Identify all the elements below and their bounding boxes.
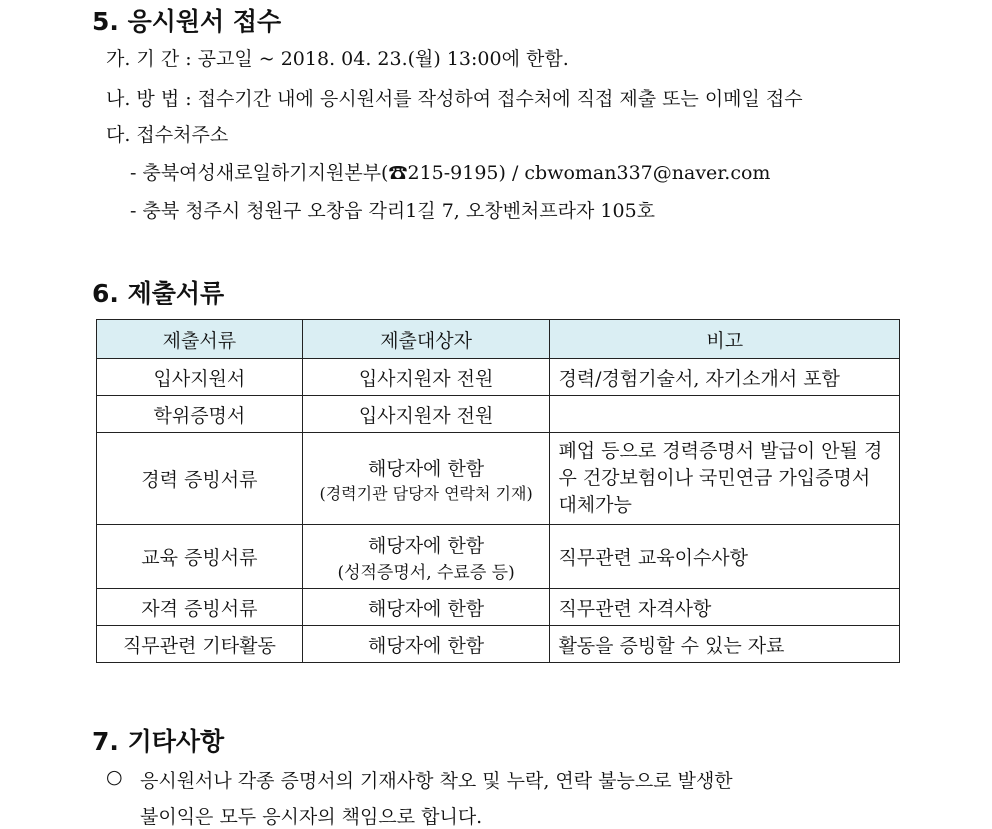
row-target: 해당자에 한함 <box>368 457 485 480</box>
method-line: 나. 방 법 : 접수기간 내에 응시원서를 작성하여 접수처에 직접 제출 또는 이메일 접수 <box>106 88 803 110</box>
table-row <box>97 433 900 525</box>
row-target-note: (성적증명서, 수료증 등) <box>337 562 515 583</box>
row-note: 경력/경험기술서, 자기소개서 포함 <box>550 359 900 396</box>
table-row <box>97 396 900 433</box>
row-note: 폐업 등으로 경력증명서 발급이 안될 경우 건강보험이나 국민연금 가입증명서 대체가능 <box>550 433 900 525</box>
row-target-cell <box>302 525 550 589</box>
address-label: 다. 접수처주소 <box>106 124 229 146</box>
table-row <box>97 525 900 589</box>
row-target-note: (경력기관 담당자 연락처 기재) <box>319 483 533 503</box>
row-doc: 경력 증빙서류 <box>97 433 303 525</box>
period-line: 가. 기 간 : 공고일 ~ 2018. 04. 23.(월) 13:00에 한함. <box>106 48 569 70</box>
row-doc: 자격 증빙서류 <box>97 589 303 626</box>
row-target-cell <box>302 433 550 525</box>
header-note: 비고 <box>550 320 900 359</box>
row-doc: 학위증명서 <box>97 396 303 433</box>
address-line: - 충북 청주시 청원구 오창읍 각리1길 7, 오창벤처프라자 105호 <box>130 200 656 222</box>
header-doc: 제출서류 <box>97 320 303 359</box>
contact-line: - 충북여성새로일하기지원본부(☎215-9195) / cbwoman337@naver.com <box>130 162 771 184</box>
notice-line-2: 불이익은 모두 응시자의 책임으로 합니다. <box>140 806 483 828</box>
row-doc: 직무관련 기타활동 <box>97 626 303 663</box>
table-row <box>97 359 900 396</box>
notice-line-1: 응시원서나 각종 증명서의 기재사항 착오 및 누락, 연락 불능으로 발생한 <box>140 770 733 792</box>
section5-title: 5. 응시원서 접수 <box>92 7 282 36</box>
row-note: 활동을 증빙할 수 있는 자료 <box>550 626 900 663</box>
row-note <box>550 396 900 433</box>
row-target: 입사지원자 전원 <box>302 396 550 433</box>
row-target: 해당자에 한함 <box>368 534 485 557</box>
documents-table <box>96 319 900 663</box>
table-header-row <box>97 320 900 359</box>
table-row <box>97 589 900 626</box>
row-target: 해당자에 한함 <box>302 589 550 626</box>
section7-title: 7. 기타사항 <box>92 727 225 756</box>
row-target: 입사지원자 전원 <box>302 359 550 396</box>
row-note: 직무관련 교육이수사항 <box>550 525 900 589</box>
row-doc: 입사지원서 <box>97 359 303 396</box>
section6-title: 6. 제출서류 <box>92 279 225 308</box>
bullet-icon: ○ <box>106 766 123 788</box>
header-target: 제출대상자 <box>302 320 550 359</box>
table-row <box>97 626 900 663</box>
row-doc: 교육 증빙서류 <box>97 525 303 589</box>
row-target: 해당자에 한함 <box>302 626 550 663</box>
row-note: 직무관련 자격사항 <box>550 589 900 626</box>
